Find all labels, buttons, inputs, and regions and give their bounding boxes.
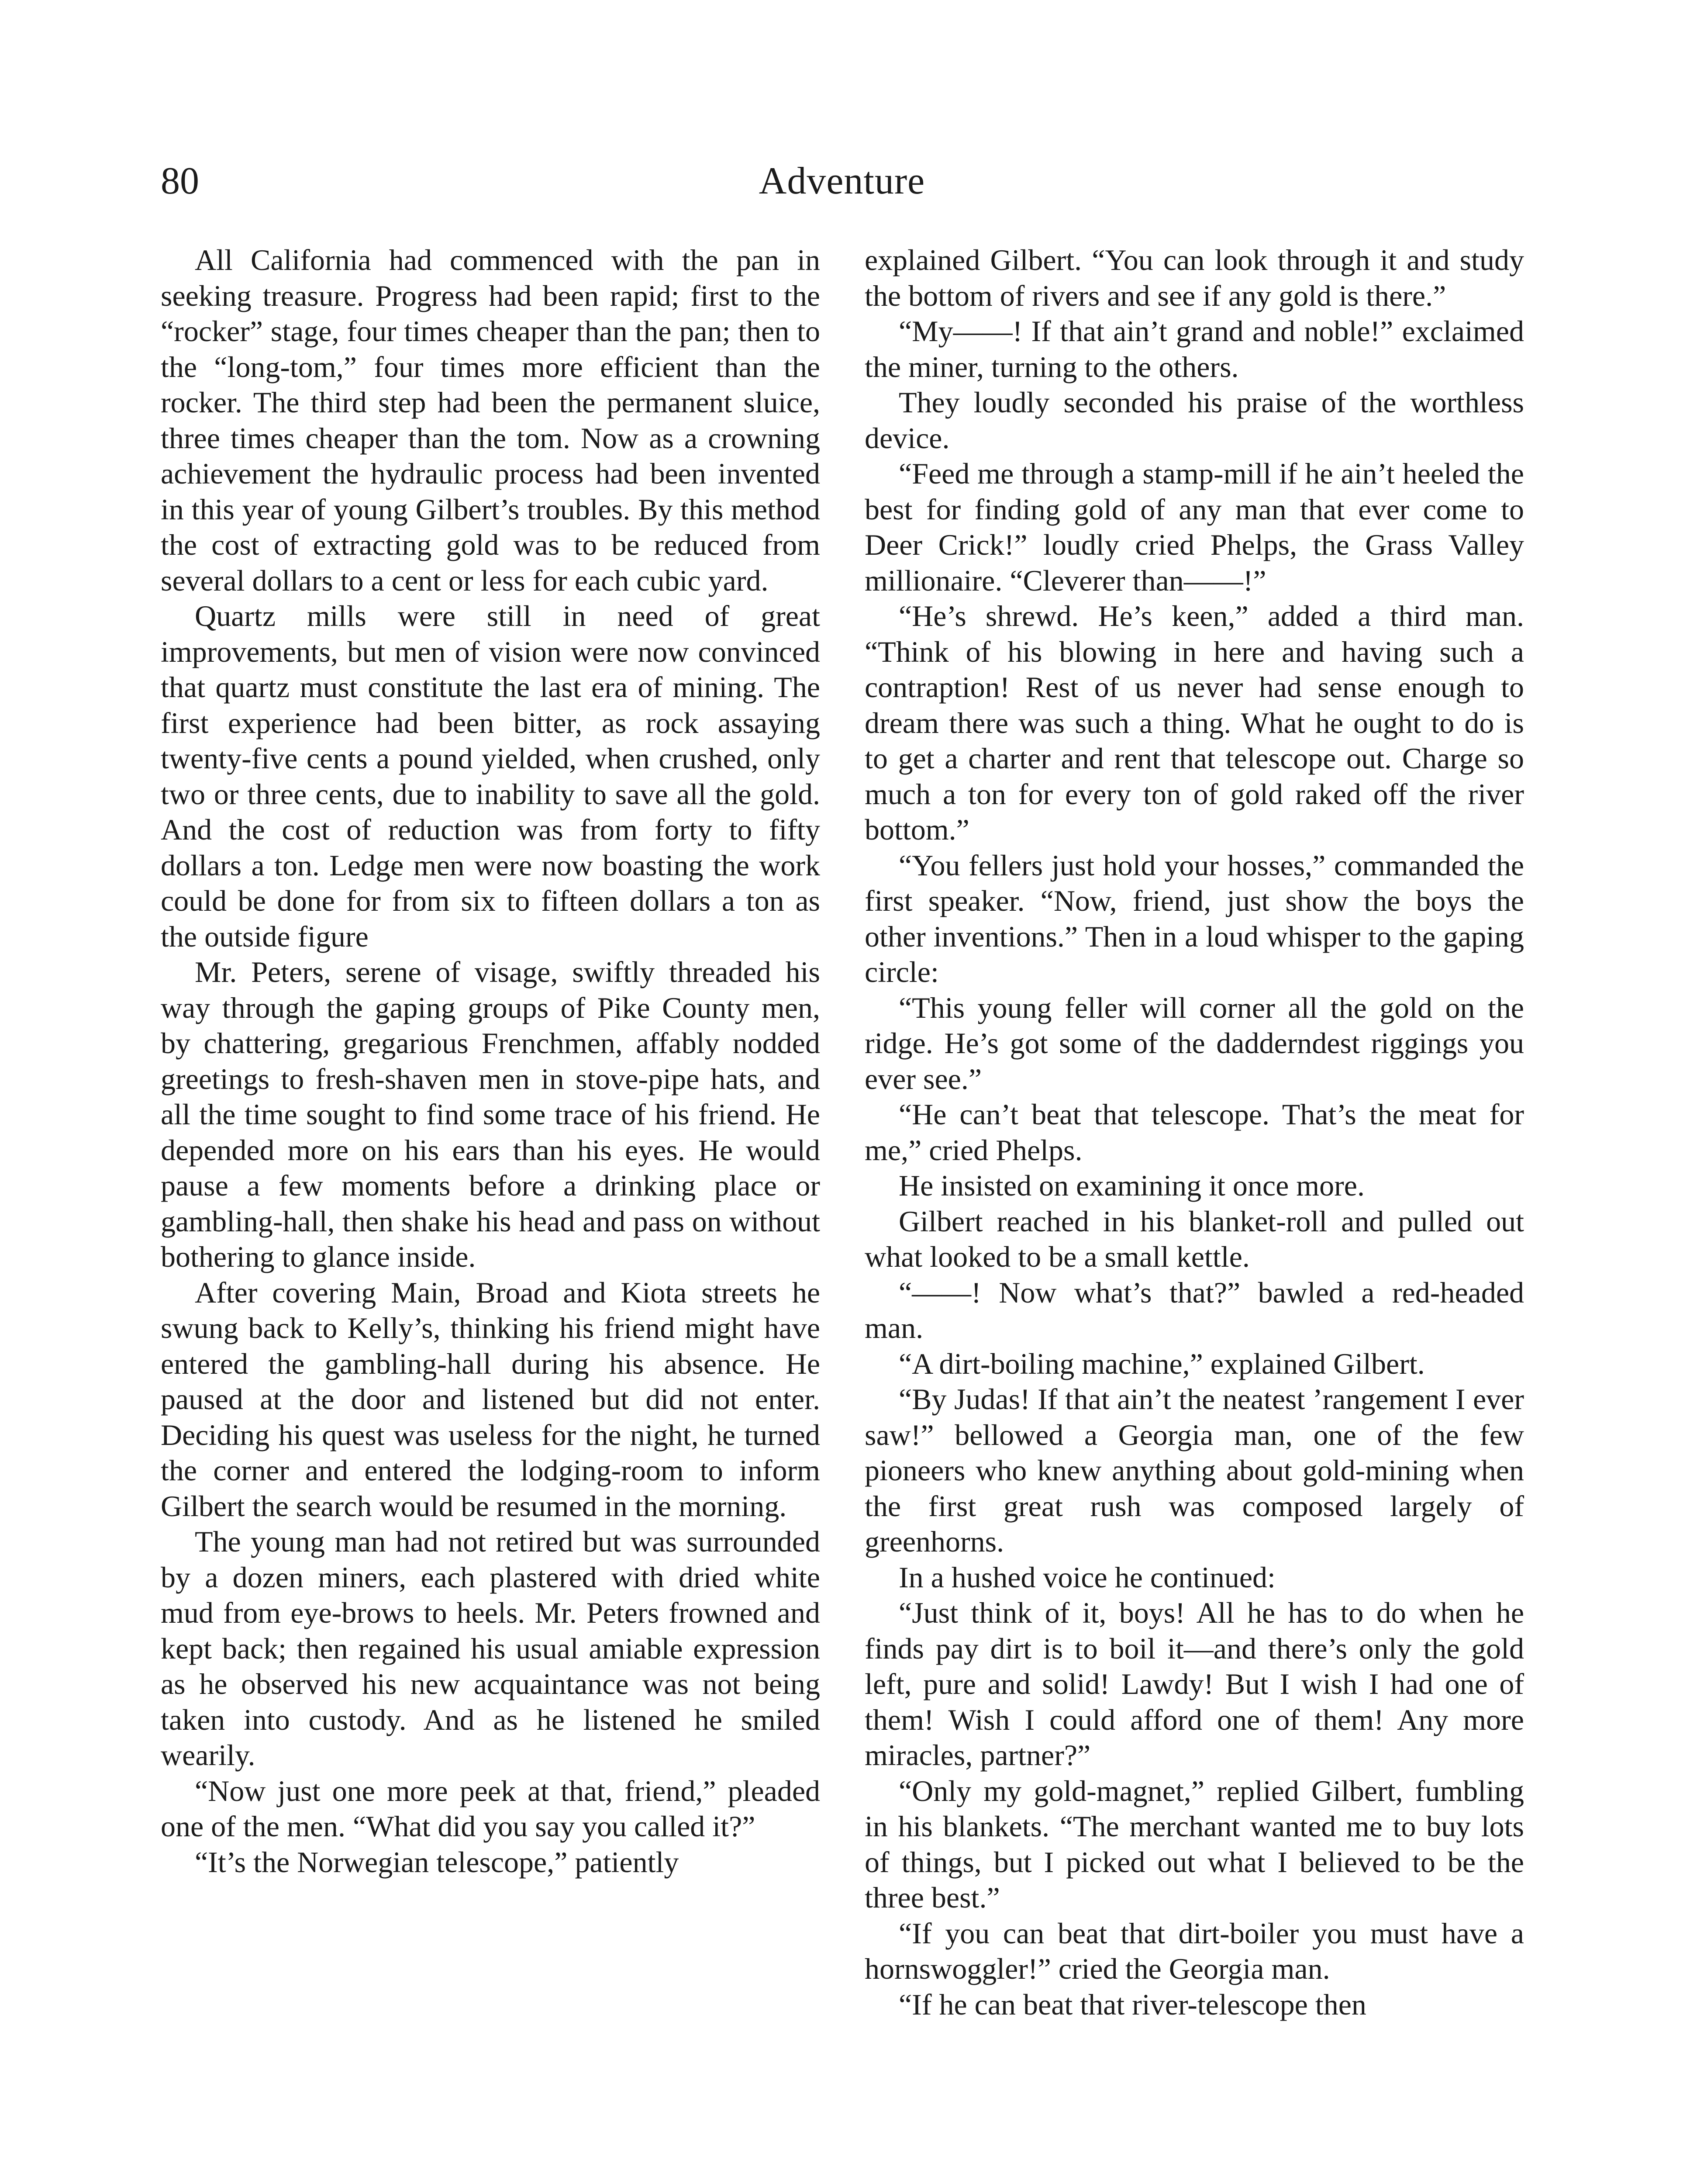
paragraph: “A dirt-boiling machine,” explained Gilbert. <box>899 1347 1425 1380</box>
paragraph: “Feed me through a stamp-mill if he ain’t heeled the best for finding gold of any man that ever come to Deer Crick!” loudly cried Phelps, the Grass Valley millionaire. “Cleverer than——!” <box>865 457 1524 597</box>
paragraph: “He’s shrewd. He’s keen,” added a third man. “Think of his blowing in here and having such a contraption! Rest of us never had sense enough to dream there was such a thing. What he ought to do is to get a charter and rent that telescope out. Charge so much a ton for every ton of gold raked off the river bottom.” <box>865 599 1524 846</box>
paragraph: “Now just one more peek at that, friend,” pleaded one of the men. “What did you say you called it?” <box>161 1774 820 1843</box>
paragraph: In a hushed voice he continued: <box>899 1560 1276 1594</box>
paragraph: Quartz mills were still in need of great improvements, but men of vision were now convinced that quartz must constitute the last era of mining. The first experience had been bitter, as rock assaying twenty-five cents a pound yielded, when crushed, only two or three cents, due to inability to save all the gold. And the cost of reduction was from forty to fifty dollars a ton. Ledge men were now boasting the work could be done for from six to fifteen dollars a ton as the outside figure <box>161 599 820 953</box>
paragraph: Mr. Peters, serene of visage, swiftly threaded his way through the gaping groups of Pike County men, by chattering, gregarious Frenchmen, affably nodded greetings to fresh-shaven men in stove-pipe hats, and all the time sought to find some trace of his friend. He depended more on his ears than his eyes. He would pause a few moments before a drinking place or gambling-hall, then shake his head and pass on without bothering to glance inside. <box>161 955 820 1273</box>
paragraph: “It’s the Norwegian telescope,” patiently <box>195 1845 679 1879</box>
paragraph: “——! Now what’s that?” bawled a red-headed man. <box>865 1275 1524 1344</box>
paragraph: The young man had not retired but was surrounded by a dozen miners, each plastered with dried white mud from eye-brows to heels. Mr. Peters frowned and kept back; then regained his usual amiable expression as he observed his new acquaintance was not being taken into custody. And as he listened he smiled wearily. <box>161 1525 820 1772</box>
right-column <box>865 242 1524 2022</box>
paragraph: They loudly seconded his praise of the worthless device. <box>865 386 1524 455</box>
paragraph: “Only my gold-magnet,” replied Gilbert, fumbling in his blankets. “The merchant wanted me to buy lots of things, but I picked out what I believed to be the three best.” <box>865 1774 1524 1914</box>
paragraph-continued: explained Gilbert. “You can look through it and study the bottom of rivers and see if any gold is there.” <box>865 243 1524 312</box>
paragraph: All California had commenced with the pan in seeking treasure. Progress had been rapid; first to the “rocker” stage, four times cheaper than the pan; then to the “long-tom,” four times more efficient than the rocker. The third step had been the permanent sluice, three times cheaper than the tom. Now as a crowning achievement the hydraulic process had been invented in this year of young Gilbert’s troubles. By this method the cost of extracting gold was to be reduced from several dollars to a cent or less for each cubic yard. <box>161 243 820 597</box>
running-header <box>161 149 1523 214</box>
paragraph: “This young feller will corner all the gold on the ridge. He’s got some of the dadderndest riggings you ever see.” <box>865 991 1524 1095</box>
paragraph: “My——! If that ain’t grand and noble!” exclaimed the miner, turning to the others. <box>865 314 1524 384</box>
paragraph: “You fellers just hold your hosses,” commanded the first speaker. “Now, friend, just show the boys the other inventions.” Then in a loud whisper to the gaping circle: <box>865 848 1524 988</box>
paragraph: “Just think of it, boys! All he has to do when he finds pay dirt is to boil it—and there’s only the gold left, pure and solid! Lawdy! But I wish I had one of them! Wish I could afford one of them! Any more miracles, partner?” <box>865 1596 1524 1772</box>
page-number: 80 <box>161 160 199 202</box>
paragraph: “He can’t beat that telescope. That’s the meat for me,” cried Phelps. <box>865 1098 1524 1167</box>
paragraph: After covering Main, Broad and Kiota streets he swung back to Kelly’s, thinking his friend might have entered the gambling-hall during his absence. He paused at the door and listened but did not enter. Deciding his quest was useless for the night, he turned the corner and entered the lodging-room to inform Gilbert the search would be resumed in the morning. <box>161 1275 820 1523</box>
paragraph: “If you can beat that dirt-boiler you must have a hornswoggler!” cried the Georgia man. <box>865 1916 1524 1985</box>
paragraph: Gilbert reached in his blanket-roll and pulled out what looked to be a small kettle. <box>865 1204 1524 1273</box>
paragraph: “If he can beat that river-telescope then <box>899 1987 1366 2021</box>
running-title: Adventure <box>759 160 925 202</box>
left-column <box>161 242 820 1880</box>
paragraph: He insisted on examining it once more. <box>899 1169 1365 1202</box>
paragraph: “By Judas! If that ain’t the neatest ’rangement I ever saw!” bellowed a Georgia man, one of the few pioneers who knew anything about gold-mining when the first great rush was composed largely of greenhorns. <box>865 1382 1524 1558</box>
